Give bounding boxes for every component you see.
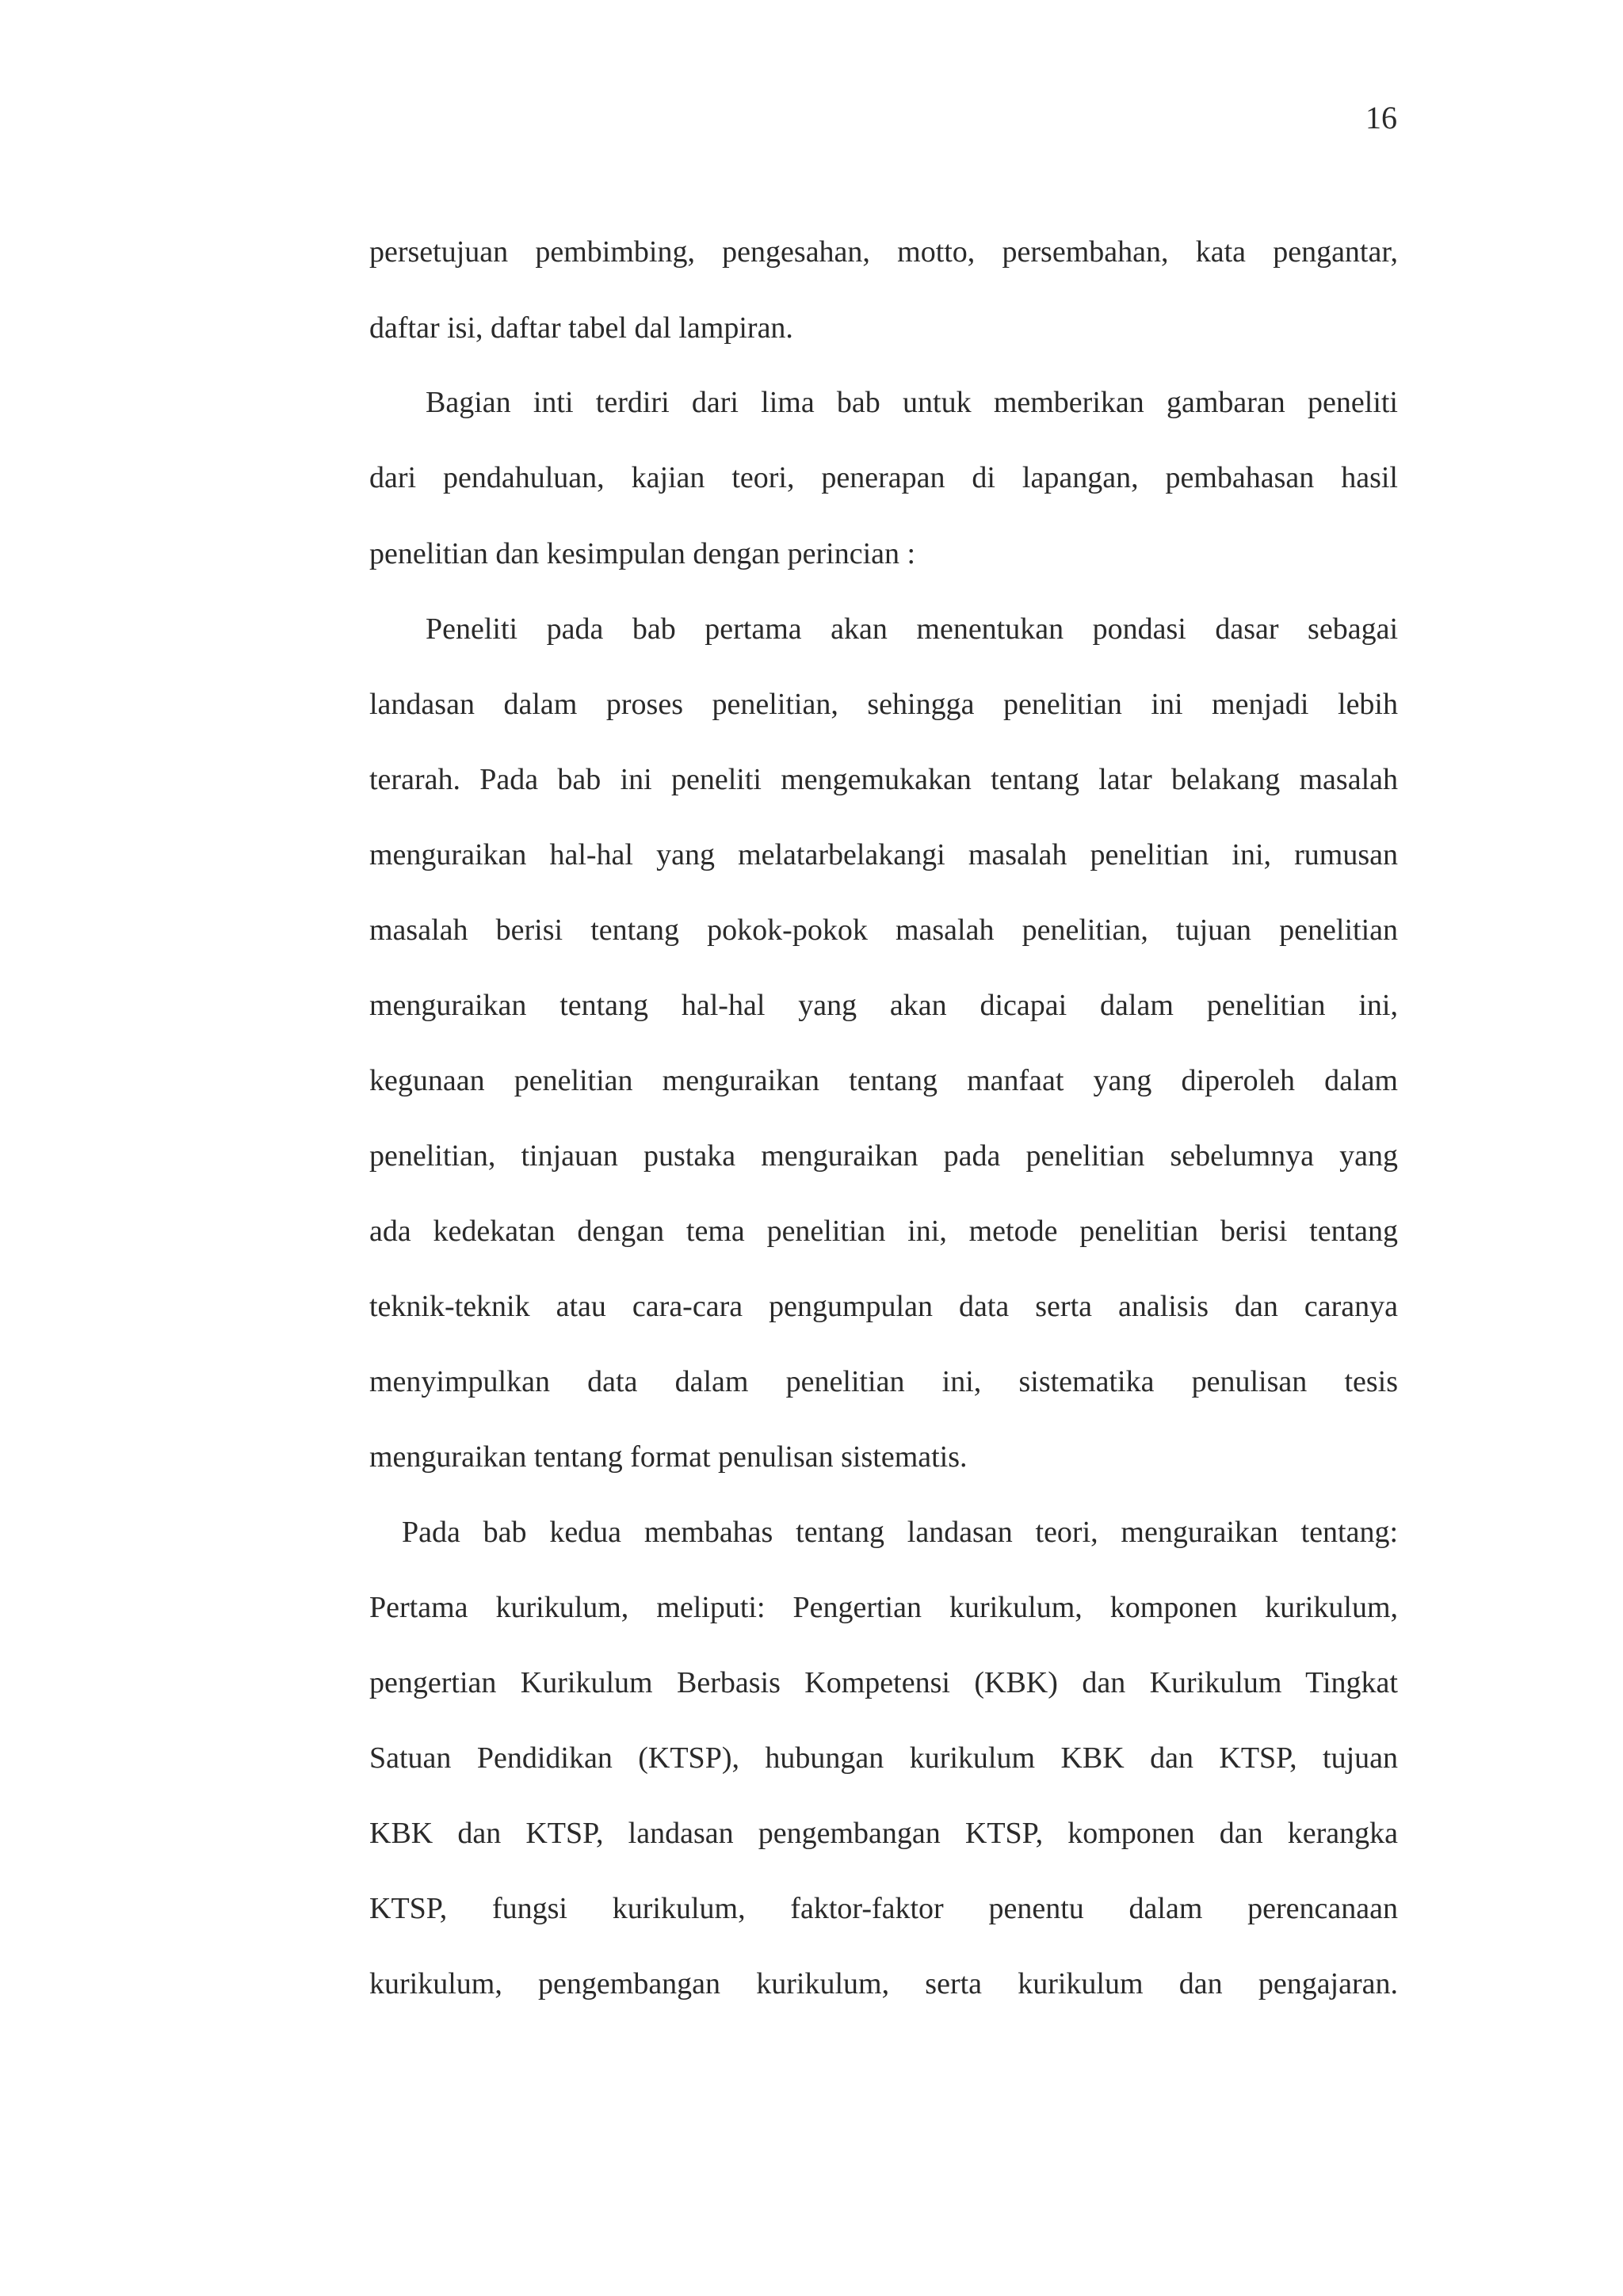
text-line: penelitian, tinjauan pustaka menguraikan pada penelitian sebelumnya yang <box>369 1139 1398 1173</box>
text-line: Peneliti pada bab pertama akan menentukan pondasi dasar sebagai <box>426 612 1398 646</box>
text-line: landasan dalam proses penelitian, sehingga penelitian ini menjadi lebih <box>369 688 1398 721</box>
text-line: menguraikan tentang hal-hal yang akan dicapai dalam penelitian ini, <box>369 989 1398 1022</box>
text-line: masalah berisi tentang pokok-pokok masalah penelitian, tujuan penelitian <box>369 913 1398 947</box>
page-number: 16 <box>1365 100 1397 135</box>
text-line: Bagian inti terdiri dari lima bab untuk memberikan gambaran peneliti <box>426 386 1398 419</box>
text-line: Pertama kurikulum, meliputi: Pengertian kurikulum, komponen kurikulum, <box>369 1591 1398 1624</box>
text-line: kurikulum, pengembangan kurikulum, serta kurikulum dan pengajaran. <box>369 1967 1398 2000</box>
text-line: menguraikan hal-hal yang melatarbelakangi masalah penelitian ini, rumusan <box>369 838 1398 871</box>
text-line: kegunaan penelitian menguraikan tentang manfaat yang diperoleh dalam <box>369 1064 1398 1097</box>
text-line: daftar isi, daftar tabel dal lampiran. <box>369 311 793 345</box>
text-line: pengertian Kurikulum Berbasis Kompetensi (KBK) dan Kurikulum Tingkat <box>369 1666 1398 1699</box>
text-line: KBK dan KTSP, landasan pengembangan KTSP, komponen dan kerangka <box>369 1817 1398 1850</box>
text-line: menguraikan tentang format penulisan sistematis. <box>369 1440 968 1474</box>
text-line: teknik-teknik atau cara-cara pengumpulan data serta analisis dan caranya <box>369 1290 1398 1323</box>
text-line: ada kedekatan dengan tema penelitian ini, metode penelitian berisi tentang <box>369 1215 1398 1248</box>
text-line: terarah. Pada bab ini peneliti mengemukakan tentang latar belakang masalah <box>369 763 1398 796</box>
text-line: persetujuan pembimbing, pengesahan, motto, persembahan, kata pengantar, <box>369 235 1398 269</box>
text-line: dari pendahuluan, kajian teori, penerapan di lapangan, pembahasan hasil <box>369 461 1398 494</box>
text-line: Satuan Pendidikan (KTSP), hubungan kurikulum KBK dan KTSP, tujuan <box>369 1741 1398 1775</box>
text-line: Pada bab kedua membahas tentang landasan teori, menguraikan tentang: <box>402 1516 1398 1549</box>
text-line: penelitian dan kesimpulan dengan perincian : <box>369 537 916 570</box>
text-line: KTSP, fungsi kurikulum, faktor-faktor penentu dalam perencanaan <box>369 1892 1398 1925</box>
text-line: menyimpulkan data dalam penelitian ini, sistematika penulisan tesis <box>369 1365 1398 1398</box>
